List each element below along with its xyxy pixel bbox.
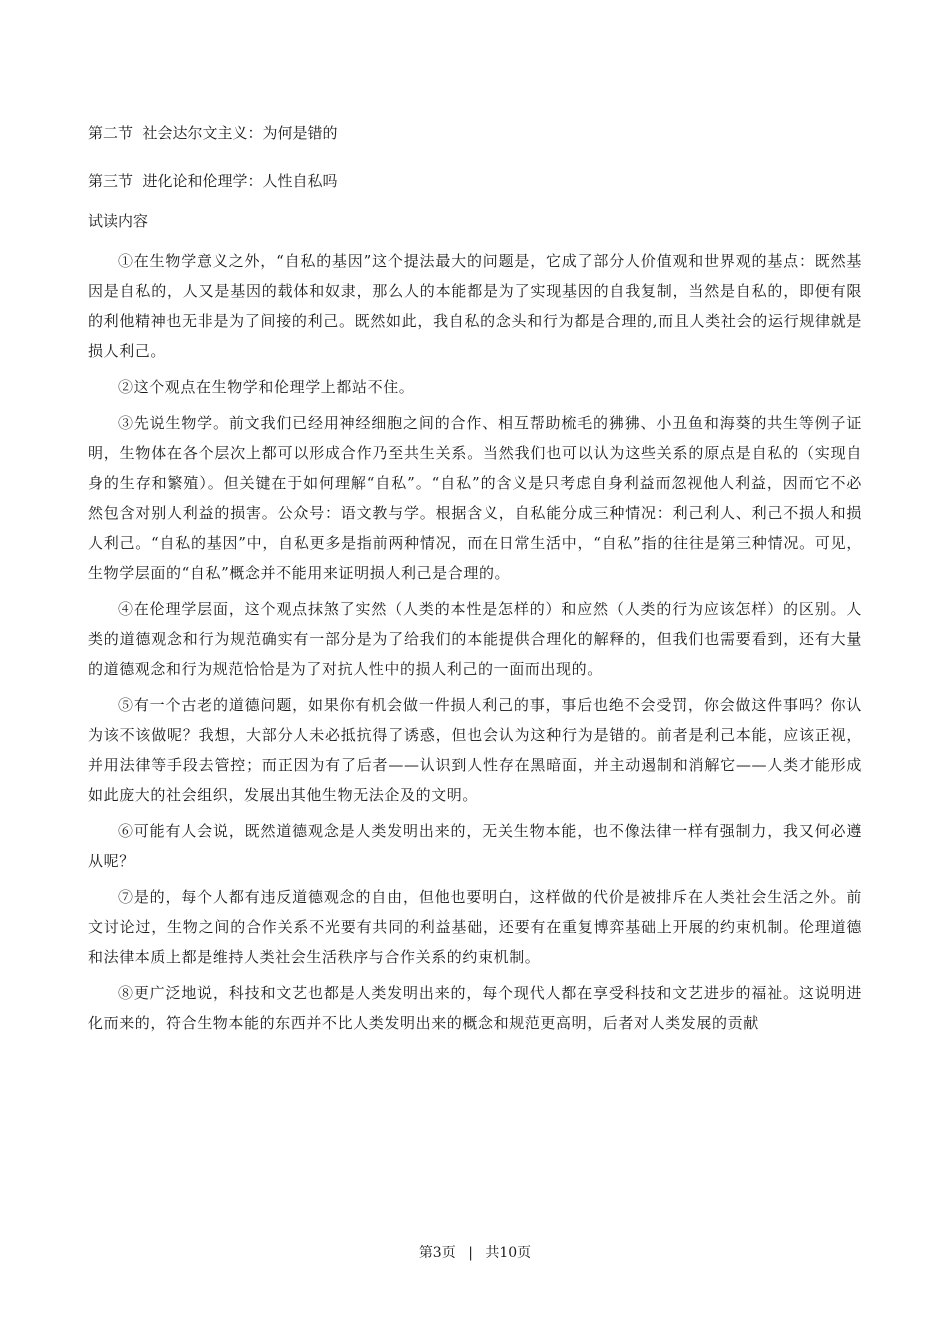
paragraph-8: ⑧更广泛地说，科技和文艺也都是人类发明出来的，每个现代人都在享受科技和文艺进步的福祉。这说明进化而来的，符合生物本能的东西并不比人类发明出来的概念和规范更高明，后者对人类发展的贡献 <box>88 984 862 1032</box>
page-number: 第3页 <box>418 1245 456 1261</box>
paragraph-1: ①在生物学意义之外，“自私的基因”这个提法最大的问题是，它成了部分人价值观和世界观的基点：既然基因是自私的，人又是基因的载体和奴隶，那么人的本能都是为了实现基因的自我复制，当然是自私的，即便有限的利他精神也无非是为了间接的利己。既然如此，我自私的念头和行为都是合理的,而且人类社会的运行规律就是损人利己。 <box>88 252 862 360</box>
paragraph-3: ③先说生物学。前文我们已经用神经细胞之间的合作、相互帮助梳毛的狒狒、小丑鱼和海葵的共生等例子证明，生物体在各个层次上都可以形成合作乃至共生关系。当然我们也可以认为这些关系的原点是自私的（实现自身的生存和繁殖）。但关键在于如何理解“自私”。“自私”的含义是只考虑自身利益而忽视他人利益，因而它不必然包含对别人利益的损害。公众号：语文教与学。根据含义，自私能分成三种情况：利己利人、利己不损人和损人利己。“自私的基因”中，自私更多是指前两种情况，而在日常生活中，“自私”指的往往是第三种情况。可见，生物学层面的“自私”概念并不能用来证明损人利己是合理的。 <box>88 414 862 582</box>
page-footer <box>0 1242 950 1264</box>
paragraph-7: ⑦是的，每个人都有违反道德观念的自由，但他也要明白，这样做的代价是被排斥在人类社会生活之外。前文讨论过，生物之间的合作关系不光要有共同的利益基础，还要有在重复博弈基础上开展的约束机制。伦理道德和法律本质上都是维持人类社会生活秩序与合作关系的约束机制。 <box>88 888 862 966</box>
page-content <box>88 120 862 1044</box>
section-heading-3: 第三节 进化论和伦理学：人性自私吗 <box>88 172 338 190</box>
footer-separator: | <box>468 1245 473 1261</box>
paragraph-2: ②这个观点在生物学和伦理学上都站不住。 <box>118 378 415 396</box>
paragraph-4: ④在伦理学层面，这个观点抹煞了实然（人类的本性是怎样的）和应然（人类的行为应该怎样）的区别。人类的道德观念和行为规范确实有一部分是为了给我们的本能提供合理化的解释的，但我们也需要看到，还有大量的道德观念和行为规范恰恰是为了对抗人性中的损人利己的一面而出现的。 <box>88 600 862 678</box>
paragraph-5: ⑤有一个古老的道德问题，如果你有机会做一件损人利己的事，事后也绝不会受罚，你会做这件事吗？你认为该不该做呢？我想，大部分人未必抵抗得了诱惑，但也会认为这种行为是错的。前者是利己本能，应该正视，并用法律等手段去管控；而正因为有了后者——认识到人性存在黑暗面，并主动遏制和消解它——人类才能形成如此庞大的社会组织，发展出其他生物无法企及的文明。 <box>88 696 862 804</box>
trial-reading-title: 试读内容 <box>88 212 149 230</box>
total-pages: 共10页 <box>485 1245 532 1261</box>
section-heading-2: 第二节 社会达尔文主义：为何是错的 <box>88 124 338 142</box>
paragraph-6: ⑥可能有人会说，既然道德观念是人类发明出来的，无关生物本能，也不像法律一样有强制力，我又何必遵从呢？ <box>88 822 862 870</box>
